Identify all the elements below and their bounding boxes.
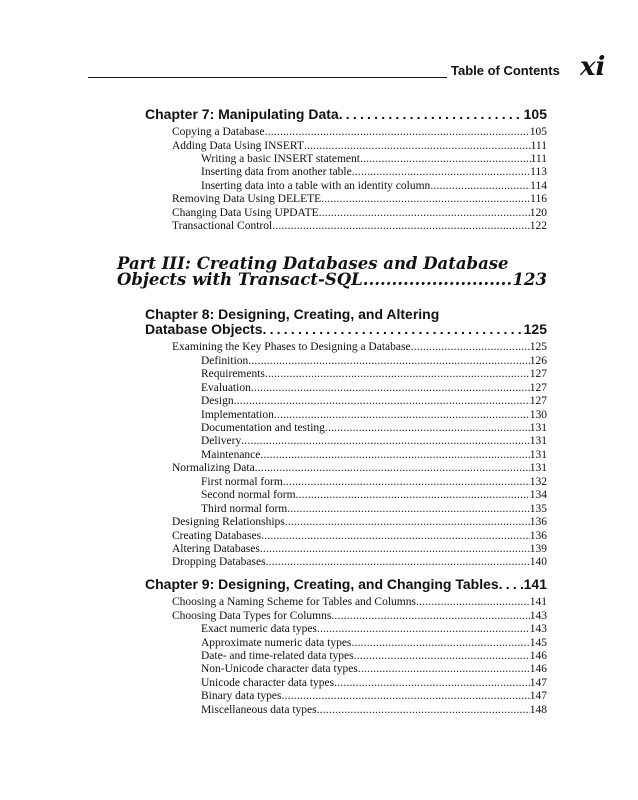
- entry-label: Date- and time-related data types: [201, 650, 354, 662]
- entry-label: Choosing Data Types for Columns: [172, 610, 332, 622]
- entry-page: 122: [529, 220, 547, 232]
- entry-label: Choosing a Naming Scheme for Tables and Columns: [172, 596, 416, 608]
- entry-label: Adding Data Using INSERT: [172, 140, 304, 152]
- toc-subentry[interactable]: [201, 689, 547, 703]
- entry-page: 130: [529, 409, 547, 421]
- chapter-title: Chapter 9: Designing, Creating, and Changing Tables: [145, 576, 499, 592]
- entry-page: 120: [529, 207, 547, 219]
- leader-dots: [411, 340, 530, 354]
- entry-page: 131: [529, 462, 547, 474]
- toc-subentry[interactable]: [201, 622, 547, 636]
- toc-entry[interactable]: [172, 595, 547, 609]
- toc-subentry[interactable]: [201, 703, 547, 717]
- entry-label: Design: [201, 395, 234, 407]
- entry-page: 140: [529, 556, 547, 568]
- toc-entry[interactable]: [172, 542, 547, 556]
- leader-dots: [272, 219, 530, 233]
- entry-page: 139: [529, 543, 547, 555]
- toc-entry[interactable]: [172, 555, 547, 569]
- toc-subentry[interactable]: [201, 475, 547, 489]
- chapter-page: 125: [523, 321, 547, 337]
- toc-subentry[interactable]: [201, 662, 547, 676]
- entry-label: Miscellaneous data types: [201, 704, 317, 716]
- entry-page: 131: [529, 422, 547, 434]
- leader-dots: [296, 488, 530, 502]
- leader-dots: [321, 192, 530, 206]
- toc-entry[interactable]: [172, 206, 547, 220]
- entry-label: Examining the Key Phases to Designing a Database: [172, 341, 411, 353]
- leader-dots: [260, 542, 530, 556]
- entry-label: Creating Databases: [172, 530, 262, 542]
- leader-dots: [360, 152, 531, 166]
- toc-subentry[interactable]: [201, 676, 547, 690]
- entry-label: Inserting data into a table with an identity column: [201, 180, 431, 192]
- leader-dots: [265, 125, 530, 139]
- leader-dots: [251, 381, 530, 395]
- toc-subentry[interactable]: [201, 448, 547, 462]
- entry-label: Removing Data Using DELETE: [172, 193, 322, 205]
- entry-label: Normalizing Data: [172, 462, 255, 474]
- entry-label: Evaluation: [201, 382, 251, 394]
- leader-dots: [358, 662, 530, 676]
- toc-chapter-7[interactable]: [145, 106, 547, 123]
- entry-label: Unicode character data types: [201, 677, 335, 689]
- toc-entry[interactable]: [172, 515, 547, 529]
- leader-dots: [285, 515, 530, 529]
- toc-subentry[interactable]: [201, 152, 547, 166]
- leader-dots: [304, 139, 531, 153]
- entry-label: Third normal form: [201, 503, 288, 515]
- toc-part-3[interactable]: [117, 270, 547, 292]
- toc-entry[interactable]: [172, 139, 547, 153]
- entry-label: Requirements: [201, 368, 265, 380]
- page-number: xi: [580, 52, 606, 82]
- leader-dots: [352, 165, 530, 179]
- entry-page: 132: [529, 476, 547, 488]
- entry-page: 148: [529, 704, 547, 716]
- toc-chapter-9[interactable]: [145, 576, 547, 593]
- leader-dots: [265, 367, 530, 381]
- entry-label: Changing Data Using UPDATE: [172, 207, 319, 219]
- leader-dots: [266, 555, 530, 569]
- toc-subentry[interactable]: [201, 367, 547, 381]
- part-page: 123: [512, 270, 547, 289]
- entry-page: 145: [529, 637, 547, 649]
- chapter-title: Chapter 7: Manipulating Data: [145, 106, 339, 122]
- entry-page: 127: [529, 395, 547, 407]
- entry-label: Inserting data from another table: [201, 166, 352, 178]
- leader-dots: [263, 321, 524, 337]
- leader-dots: [317, 622, 530, 636]
- leader-dots: [234, 394, 530, 408]
- entry-label: Altering Databases: [172, 543, 260, 555]
- toc-subentry[interactable]: [201, 179, 547, 193]
- toc-entry[interactable]: [172, 340, 547, 354]
- leader-dots: [255, 461, 530, 475]
- part-title-line2: Objects with Transact-SQL: [117, 270, 363, 289]
- toc-entry[interactable]: [172, 192, 547, 206]
- leader-dots: [287, 502, 530, 516]
- entry-page: 126: [529, 355, 547, 367]
- toc-subentry[interactable]: [201, 636, 547, 650]
- entry-label: Second normal form: [201, 489, 296, 501]
- toc-entry[interactable]: [172, 461, 547, 475]
- toc-entry[interactable]: [172, 219, 547, 233]
- leader-dots: [334, 676, 530, 690]
- leader-dots: [260, 448, 529, 462]
- entry-page: 131: [529, 435, 547, 447]
- entry-label: Binary data types: [201, 690, 282, 702]
- entry-page: 134: [529, 489, 547, 501]
- entry-label: Writing a basic INSERT statement: [201, 153, 360, 165]
- chapter-title-line2: Database Objects: [145, 321, 263, 337]
- entry-label: Maintenance: [201, 449, 261, 461]
- entry-page: 111: [530, 140, 547, 152]
- entry-page: 127: [529, 368, 547, 380]
- entry-label: Documentation and testing: [201, 422, 325, 434]
- entry-page: 111: [530, 153, 547, 165]
- leader-dots: [281, 689, 529, 703]
- leader-dots: [351, 636, 529, 650]
- leader-dots: [319, 206, 530, 220]
- leader-dots: [283, 475, 530, 489]
- entry-page: 146: [529, 650, 547, 662]
- entry-page: 136: [529, 530, 547, 542]
- chapter-title-line1: Chapter 8: Designing, Creating, and Altering: [145, 306, 440, 322]
- leader-dots: [354, 649, 530, 663]
- entry-label: Copying a Database: [172, 126, 265, 138]
- entry-label: Dropping Databases: [172, 556, 266, 568]
- leader-dots: [339, 106, 524, 122]
- toc-subentry[interactable]: [201, 354, 547, 368]
- entry-label: Transactional Control: [172, 220, 273, 232]
- part-title-line1: Part III: Creating Databases and Database: [117, 254, 509, 273]
- entry-page: 136: [529, 516, 547, 528]
- entry-page: 116: [530, 193, 547, 205]
- entry-page: 127: [529, 382, 547, 394]
- toc-entry[interactable]: [172, 609, 547, 623]
- leader-dots: [325, 421, 530, 435]
- entry-page: 113: [530, 166, 547, 178]
- entry-page: 147: [529, 677, 547, 689]
- toc-subentry[interactable]: [201, 502, 547, 516]
- entry-page: 147: [529, 690, 547, 702]
- entry-page: 146: [529, 663, 547, 675]
- leader-dots: [499, 576, 524, 592]
- entry-label: Implementation: [201, 409, 274, 421]
- entry-label: Non-Unicode character data types: [201, 663, 358, 675]
- entry-page: 131: [529, 449, 547, 461]
- chapter-page: 141: [523, 576, 547, 592]
- toc-subentry[interactable]: [201, 488, 547, 502]
- entry-page: 143: [529, 610, 547, 622]
- entry-page: 105: [529, 126, 547, 138]
- leader-dots: [331, 609, 529, 623]
- leader-dots: [248, 354, 529, 368]
- leader-dots: [430, 179, 530, 193]
- entry-page: 143: [529, 623, 547, 635]
- entry-page: 135: [529, 503, 547, 515]
- leader-dots: [274, 408, 530, 422]
- toc-subentry[interactable]: [201, 165, 547, 179]
- leader-dots: [261, 529, 530, 543]
- toc-subentry[interactable]: [201, 421, 547, 435]
- toc-subentry[interactable]: [201, 434, 547, 448]
- entry-label: Exact numeric data types: [201, 623, 317, 635]
- header-rule: [88, 77, 447, 78]
- toc-subentry[interactable]: [201, 649, 547, 663]
- entry-page: 114: [530, 180, 547, 192]
- leader-dots: [317, 703, 530, 717]
- running-header-title: Table of Contents: [451, 63, 560, 78]
- chapter-page: 105: [523, 106, 547, 122]
- toc-chapter-8[interactable]: [145, 321, 547, 338]
- entry-label: First normal form: [201, 476, 283, 488]
- entry-page: 125: [529, 341, 547, 353]
- toc-entry[interactable]: [172, 125, 547, 139]
- toc-subentry[interactable]: [201, 394, 547, 408]
- toc-subentry[interactable]: [201, 408, 547, 422]
- toc-subentry[interactable]: [201, 381, 547, 395]
- entry-page: 141: [529, 596, 547, 608]
- leader-dots: [416, 595, 530, 609]
- leader-dots: [363, 270, 513, 289]
- entry-label: Designing Relationships: [172, 516, 285, 528]
- entry-label: Approximate numeric data types: [201, 637, 352, 649]
- leader-dots: [241, 434, 530, 448]
- entry-label: Delivery: [201, 435, 242, 447]
- entry-label: Definition: [201, 355, 249, 367]
- toc-entry[interactable]: [172, 529, 547, 543]
